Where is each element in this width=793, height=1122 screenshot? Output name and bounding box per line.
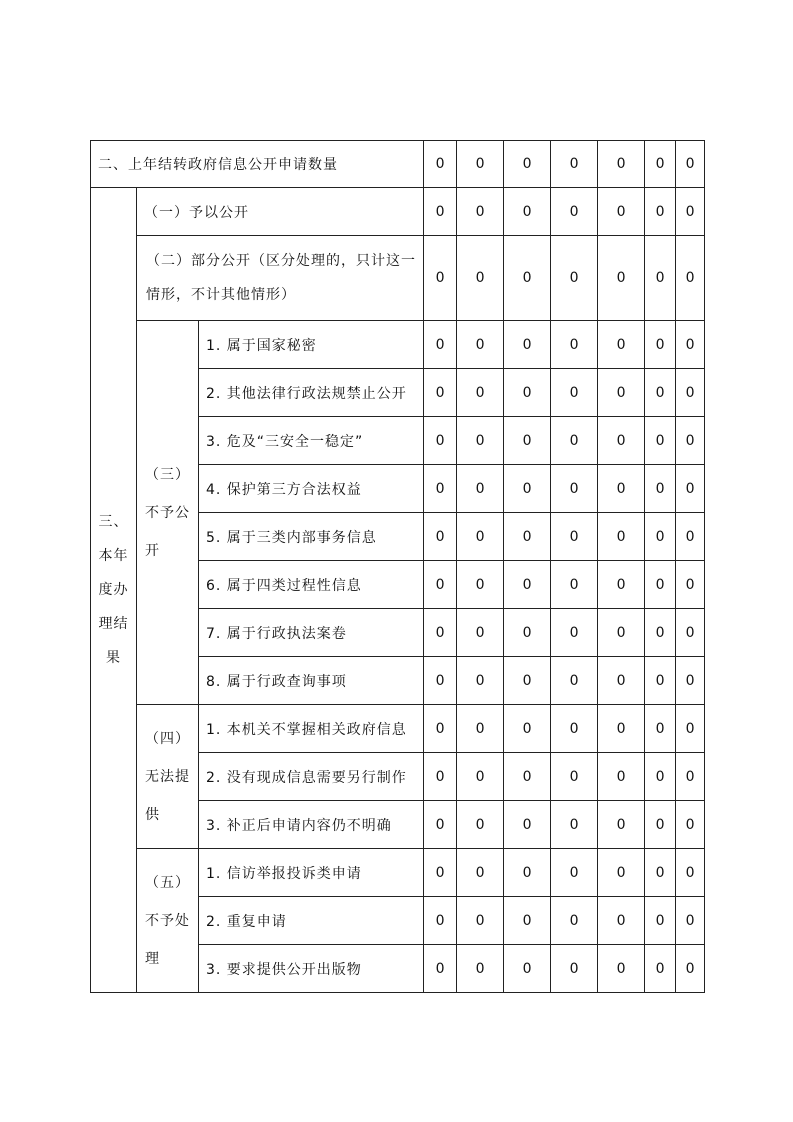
value-cell: 0 — [598, 417, 645, 465]
value-cell: 0 — [598, 945, 645, 993]
row-label: 1. 信访举报投诉类申请 — [199, 849, 424, 897]
value-cell: 0 — [551, 417, 598, 465]
row-label: 3. 要求提供公开出版物 — [199, 945, 424, 993]
value-cell: 0 — [551, 609, 598, 657]
value-cell: 0 — [676, 141, 705, 188]
value-cell: 0 — [676, 561, 705, 609]
value-cell: 0 — [551, 705, 598, 753]
table-row — [91, 141, 705, 188]
value-cell: 0 — [676, 513, 705, 561]
value-cell: 0 — [598, 753, 645, 801]
value-cell: 0 — [457, 657, 504, 705]
row-label: 3. 补正后申请内容仍不明确 — [199, 801, 424, 849]
value-cell: 0 — [676, 657, 705, 705]
value-cell: 0 — [504, 945, 551, 993]
row-label: 2. 没有现成信息需要另行制作 — [199, 753, 424, 801]
value-cell: 0 — [645, 609, 676, 657]
value-cell: 0 — [457, 609, 504, 657]
value-cell: 0 — [504, 188, 551, 236]
value-cell: 0 — [504, 849, 551, 897]
value-cell: 0 — [598, 513, 645, 561]
value-cell: 0 — [676, 465, 705, 513]
statistics-table — [90, 140, 705, 993]
value-cell: 0 — [424, 897, 457, 945]
value-cell: 0 — [645, 705, 676, 753]
value-cell: 0 — [504, 141, 551, 188]
value-cell: 0 — [551, 465, 598, 513]
row-label: 2. 重复申请 — [199, 897, 424, 945]
value-cell: 0 — [676, 369, 705, 417]
value-cell: 0 — [504, 321, 551, 369]
value-cell: 0 — [551, 897, 598, 945]
value-cell: 0 — [457, 236, 504, 321]
value-cell: 0 — [645, 849, 676, 897]
value-cell: 0 — [457, 849, 504, 897]
value-cell: 0 — [676, 801, 705, 849]
row-label: 2. 其他法律行政法规禁止公开 — [199, 369, 424, 417]
value-cell: 0 — [551, 801, 598, 849]
value-cell: 0 — [457, 945, 504, 993]
value-cell: 0 — [504, 609, 551, 657]
value-cell: 0 — [676, 897, 705, 945]
value-cell: 0 — [504, 417, 551, 465]
value-cell: 0 — [645, 945, 676, 993]
section-three-label: 三、 本年 度办 理结 果 — [91, 188, 137, 993]
group-label-g5: （五） 不予处 理 — [137, 849, 199, 993]
value-cell: 0 — [676, 705, 705, 753]
group-label-g3: （三） 不予公 开 — [137, 321, 199, 705]
value-cell: 0 — [645, 369, 676, 417]
value-cell: 0 — [504, 465, 551, 513]
value-cell: 0 — [645, 657, 676, 705]
value-cell: 0 — [457, 561, 504, 609]
value-cell: 0 — [424, 188, 457, 236]
table-row — [91, 236, 705, 321]
value-cell: 0 — [551, 369, 598, 417]
value-cell: 0 — [645, 513, 676, 561]
value-cell: 0 — [457, 513, 504, 561]
value-cell: 0 — [424, 465, 457, 513]
value-cell: 0 — [424, 561, 457, 609]
value-cell: 0 — [598, 801, 645, 849]
row-label: 7. 属于行政执法案卷 — [199, 609, 424, 657]
value-cell: 0 — [424, 236, 457, 321]
value-cell: 0 — [504, 753, 551, 801]
value-cell: 0 — [676, 609, 705, 657]
value-cell: 0 — [424, 417, 457, 465]
value-cell: 0 — [457, 417, 504, 465]
value-cell: 0 — [645, 561, 676, 609]
value-cell: 0 — [504, 561, 551, 609]
value-cell: 0 — [676, 321, 705, 369]
value-cell: 0 — [457, 801, 504, 849]
value-cell: 0 — [645, 188, 676, 236]
value-cell: 0 — [457, 465, 504, 513]
value-cell: 0 — [424, 849, 457, 897]
value-cell: 0 — [424, 369, 457, 417]
row-label: 8. 属于行政查询事项 — [199, 657, 424, 705]
value-cell: 0 — [504, 369, 551, 417]
value-cell: 0 — [598, 705, 645, 753]
row-label: 1. 属于国家秘密 — [199, 321, 424, 369]
value-cell: 0 — [598, 188, 645, 236]
row-label: 6. 属于四类过程性信息 — [199, 561, 424, 609]
value-cell: 0 — [551, 513, 598, 561]
value-cell: 0 — [504, 897, 551, 945]
value-cell: 0 — [504, 657, 551, 705]
value-cell: 0 — [645, 236, 676, 321]
table-row — [91, 849, 705, 897]
value-cell: 0 — [504, 236, 551, 321]
row-label: （二）部分公开（区分处理的，只计这一情形，不计其他情形） — [137, 236, 424, 321]
value-cell: 0 — [676, 417, 705, 465]
value-cell: 0 — [598, 321, 645, 369]
value-cell: 0 — [551, 945, 598, 993]
value-cell: 0 — [551, 141, 598, 188]
value-cell: 0 — [504, 513, 551, 561]
table-row — [91, 321, 705, 369]
value-cell: 0 — [598, 465, 645, 513]
value-cell: 0 — [676, 849, 705, 897]
value-cell: 0 — [504, 801, 551, 849]
value-cell: 0 — [457, 321, 504, 369]
value-cell: 0 — [598, 897, 645, 945]
value-cell: 0 — [645, 801, 676, 849]
value-cell: 0 — [424, 657, 457, 705]
value-cell: 0 — [645, 753, 676, 801]
value-cell: 0 — [457, 753, 504, 801]
value-cell: 0 — [598, 561, 645, 609]
value-cell: 0 — [645, 417, 676, 465]
value-cell: 0 — [457, 141, 504, 188]
row-label: 5. 属于三类内部事务信息 — [199, 513, 424, 561]
value-cell: 0 — [457, 897, 504, 945]
value-cell: 0 — [598, 849, 645, 897]
value-cell: 0 — [424, 705, 457, 753]
value-cell: 0 — [676, 945, 705, 993]
value-cell: 0 — [551, 849, 598, 897]
value-cell: 0 — [424, 945, 457, 993]
value-cell: 0 — [645, 465, 676, 513]
value-cell: 0 — [457, 188, 504, 236]
table-body — [91, 141, 705, 993]
value-cell: 0 — [551, 236, 598, 321]
value-cell: 0 — [457, 705, 504, 753]
row-label: 二、上年结转政府信息公开申请数量 — [91, 141, 424, 188]
value-cell: 0 — [676, 236, 705, 321]
value-cell: 0 — [645, 321, 676, 369]
row-label: 1. 本机关不掌握相关政府信息 — [199, 705, 424, 753]
value-cell: 0 — [551, 657, 598, 705]
value-cell: 0 — [551, 561, 598, 609]
value-cell: 0 — [424, 141, 457, 188]
value-cell: 0 — [504, 705, 551, 753]
row-label: 3. 危及“三安全一稳定” — [199, 417, 424, 465]
value-cell: 0 — [424, 609, 457, 657]
value-cell: 0 — [551, 188, 598, 236]
value-cell: 0 — [424, 513, 457, 561]
row-label: （一）予以公开 — [137, 188, 424, 236]
value-cell: 0 — [551, 321, 598, 369]
value-cell: 0 — [598, 236, 645, 321]
value-cell: 0 — [551, 753, 598, 801]
value-cell: 0 — [598, 657, 645, 705]
value-cell: 0 — [424, 801, 457, 849]
value-cell: 0 — [676, 753, 705, 801]
value-cell: 0 — [424, 321, 457, 369]
value-cell: 0 — [457, 369, 504, 417]
value-cell: 0 — [676, 188, 705, 236]
value-cell: 0 — [645, 141, 676, 188]
table-row — [91, 188, 705, 236]
row-label: 4. 保护第三方合法权益 — [199, 465, 424, 513]
value-cell: 0 — [598, 609, 645, 657]
value-cell: 0 — [598, 141, 645, 188]
group-label-g4: （四） 无法提 供 — [137, 705, 199, 849]
table-row — [91, 705, 705, 753]
value-cell: 0 — [424, 753, 457, 801]
value-cell: 0 — [598, 369, 645, 417]
value-cell: 0 — [645, 897, 676, 945]
